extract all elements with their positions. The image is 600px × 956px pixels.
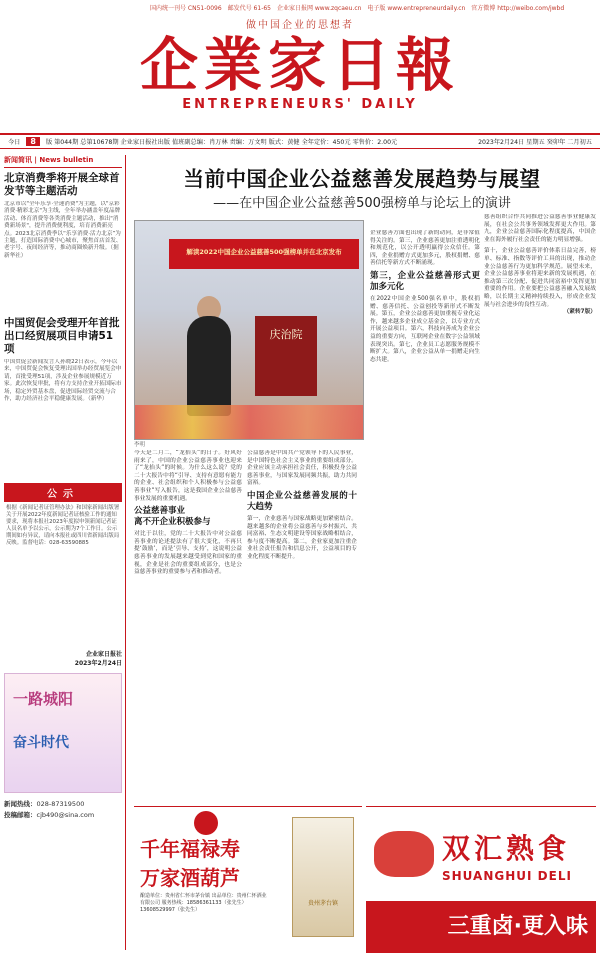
section-heading-2: 中国企业公益慈善发展的十大趋势 [247, 490, 357, 512]
notice-signature: 企业家日报社 2023年2月24日 [74, 651, 122, 667]
section-heading-1: 公益慈善事业 离不开企业积极参与 [134, 506, 211, 528]
bottle-image: 贵州茅台镇 [292, 817, 354, 937]
bulletin-header: 新闻简讯 | News bulletin [4, 155, 122, 168]
today-label: 今日 [8, 139, 21, 146]
speaker-photo [134, 220, 364, 440]
speaker-figure [187, 316, 231, 416]
ad-line-1: 一路城阳 [13, 690, 74, 708]
article-column-2 [247, 450, 357, 800]
article-paragraph: 慈善组织合作共同推进公益慈善事业健康发展，在社会公共事务领域发挥更大作用。第九，企业公益慈善国际化程度提高，中国企业在海外履行社会责任的能力明显增强。 [484, 214, 596, 243]
article-column-4 [484, 214, 596, 802]
article-column-1 [134, 450, 242, 800]
flower-arrangement [135, 405, 364, 439]
pig-logo-icon [374, 831, 434, 877]
bulletin-story-1[interactable] [4, 172, 122, 311]
column-divider [125, 155, 126, 950]
podium: 庆治院 [255, 316, 317, 396]
continue-note[interactable]: （紧转7版） [563, 309, 596, 316]
article-paragraph: 第一，企业慈善与国家战略更加紧密结合。越来越多的企业将公益慈善与乡村振兴、共同富裕、生态文明建设等国家战略相结合，参与度不断提高。第二，企业家更加注重企业社会责任报告和信息公开，公益项目的专业化程度不断提升。 [247, 515, 357, 560]
article-intro: 今天是二月二，“龙抬头”的日子。好风好雨来了，中国的企业公益慈善事业也迎来了“龙抬头”的时候。为什么这么说？党的二十大报告中将“引导、支持有意愿有能力的企业、社会组织和个人积极参与公益慈善事业”写入报告，这是我国企业公益慈善事业发展的重要机遇。 [134, 450, 242, 502]
bulletin-story-2[interactable] [4, 317, 122, 477]
ad-contact: 酿造单位：贵州省仁怀市茅台镇 出品单位：贵州仁怀酒业有限公司 服务热线：18586361133（张先生） 13608529997（张先生） [140, 893, 267, 913]
section-heading-3: 第三，企业公益慈善形式更加多元化 [370, 270, 480, 292]
left-column [4, 155, 122, 950]
photo-credit: 李明 [134, 442, 146, 448]
story-headline: 中国贸促会受理开年首批出口经贸展项目申请51项 [4, 317, 120, 355]
issue-date: 2023年2月24日 星期五 癸卯年 二月初五 [478, 139, 592, 146]
notice-title: 公示 [4, 483, 122, 502]
submission-email[interactable]: cjb490@sina.com [36, 811, 95, 819]
article-paragraph: 企业慈善方面也出现了新的动向，是非常值得关注的。第三，企业慈善更加注重透明化和规范化，以公开透明赢得公众信任。第四，企业捐赠方式更加多元，股权捐赠、慈善信托等新方式不断涌现。 [370, 230, 480, 267]
story-body: 中国贸促会新闻发言人孙晓22日表示，今年以来，中国贸促会恢复受理出国举办经贸展览会申请，首批受理51项，涉及企业参展规模近万家。此次恢复审批，将有力支持企业开拓国际市场，稳定外贸基本盘，促进国际经贸交流与合作，助力经济社会平稳健康发展。（新华） [4, 359, 122, 403]
tourism-ad[interactable] [4, 673, 122, 793]
main-subheadline: ——在中国企业公益慈善500强榜单与论坛上的演讲 [213, 196, 511, 211]
deli-brand-en: SHUANGHUI DELI [442, 869, 572, 883]
ad-line-2: 奋斗时代 [13, 735, 69, 751]
article-paragraph: 公益慈善是中国共产党领导下的人民事业，是中国特色社会主义事业的重要组成部分。企业应该主动承担社会责任，积极投身公益慈善事业，与国家发展同频共振，助力共同富裕。 [247, 450, 357, 487]
news-hotline[interactable]: 028-87319500 [36, 800, 85, 808]
deli-slogan-strip [366, 901, 596, 953]
deli-brand-cn: 双汇熟食 [442, 832, 571, 865]
slogan: 做中国企业的思想者 [246, 20, 354, 31]
article-column-3 [370, 230, 480, 802]
article-paragraph: 在2022中国企业500强名单中，股权捐赠、慈善信托、公益创投等新形式不断发展。第五，企业公益慈善更加重视专业化运作，越来越多企业成立基金会，以专业方式开展公益项目。第六，科技向善成为企业公益的重要方向，互联网企业在数字公益领域表现突出。第七，企业员工志愿服务规模不断扩大。第八，企业公益从单一捐赠走向生态共建。 [370, 295, 480, 363]
ad-slogan-2: 万家酒葫芦 [140, 866, 240, 890]
news-hotline-label: 新闻热线： [4, 800, 37, 808]
deli-ad[interactable] [366, 806, 596, 952]
story-headline: 北京消费季将开展全球首发节等主题活动 [4, 172, 120, 197]
page-number: 8 [26, 137, 40, 146]
contact-info [4, 799, 122, 821]
top-bar: 国内统一刊号 CN51-0096 邮发代号 61-65 企业家日报网 www.zqcaeu.cn 电子版 www.entrepreneurdaily.cn 官方微博 http://weibo.com/jwbd [150, 5, 565, 12]
ad-slogan-1: 千年福禄寿 [140, 837, 240, 861]
article-paragraph: 第十，企业公益慈善评价体系日益完善，榜单、标准、指数等评价工具的出现，推动企业公益慈善行为更加科学规范。展望未来，企业公益慈善事业将迎来新的发展机遇，在推动第三次分配、促进共同富裕中发挥更加重要的作用。企业要把公益慈善融入发展战略，以长期主义精神持续投入，形成企业发展与社会进步的良性互动。 [484, 248, 596, 308]
main-headline[interactable]: 当前中国企业公益慈善发展趋势与展望 [183, 167, 541, 191]
newspaper-title: 企業家日報 [139, 31, 460, 99]
masthead [0, 14, 600, 126]
issue-info-bar [0, 133, 600, 149]
issue-details: 版 第044期 总第10678期 企业家日报社出版 值班副总编：肖万林 责编：万文明 版式：黄健 全年定价：450元 零售价：2.00元 [45, 139, 398, 146]
brand-logo-icon [194, 811, 218, 835]
story-body: 北京市以"全年乐享·全速消费"为主题，以"京彩消费·精彩北京"为主线，全年举办涵盖年度品牌活动、体育消费等各类消费主题活动，推出"消费新场景"，提升消费便利度，培育消费新亮点。2023北京消费季以“乐享消费·活力北京”为主题，打造国际消费中心城市，聚焦首店首发、老字号、夜间经济等，推动商圈焕新升级。（据新华社） [4, 201, 122, 259]
newspaper-title-en: ENTREPRENEURS' DAILY [182, 97, 418, 112]
notice-body: 根据《新闻记者证管理办法》和国家新闻出版署关于开展2022年度新闻记者证核验工作的通知要求，现将本报社2023年度拟申领新闻记者证人员名单予以公示，公示期为7个工作日。公示期间如有异议，请向本报社或四川省新闻出版局反映。监督电话：028-63590885 [6, 505, 120, 546]
article-paragraph: 对比于以往，党的二十大报告中对公益慈善事业的论述提法有了很大变化，不再只提‘鼓励’，而是‘引导、支持’，这说明公益慈善事业的发展越来越受到党和国家的重视，企业是社会的重要组成部分，也是公益慈善事业的重要参与者和推动者。 [134, 531, 242, 576]
email-label: 投稿邮箱： [4, 811, 37, 819]
stage-banner: 解读2022中国企业公益慈善500强榜单并在北京发布 [169, 239, 359, 269]
liquor-ad[interactable] [134, 806, 362, 952]
deli-slogan: 三重卤·更入味 [447, 914, 588, 939]
